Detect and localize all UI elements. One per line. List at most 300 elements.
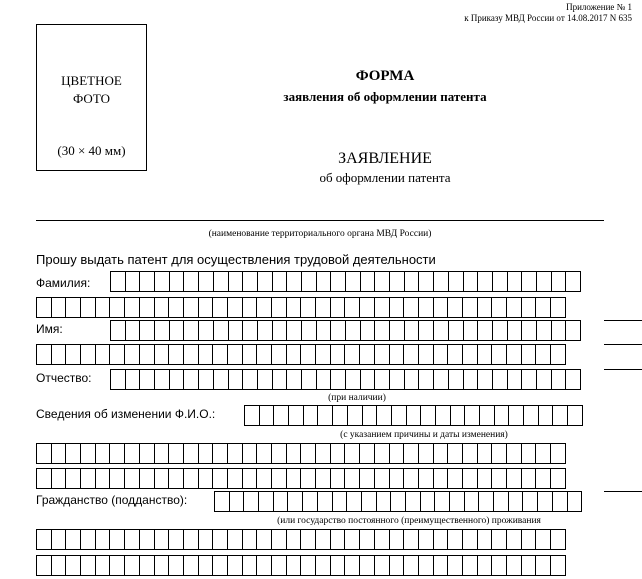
input-cell[interactable]: [347, 405, 363, 426]
input-cell[interactable]: [521, 468, 537, 489]
input-cell[interactable]: [433, 443, 449, 464]
input-cell[interactable]: [227, 443, 243, 464]
input-cell[interactable]: [154, 468, 170, 489]
input-cell[interactable]: [51, 443, 67, 464]
input-cell[interactable]: [256, 443, 272, 464]
input-cell[interactable]: [273, 491, 289, 512]
input-cell[interactable]: [462, 555, 478, 576]
input-cell[interactable]: [433, 369, 449, 390]
input-cell[interactable]: [374, 555, 390, 576]
input-cell[interactable]: [183, 468, 199, 489]
input-cell[interactable]: [139, 443, 155, 464]
input-cell[interactable]: [227, 468, 243, 489]
input-cell[interactable]: [492, 369, 508, 390]
input-cell[interactable]: [36, 468, 52, 489]
input-cell[interactable]: [256, 555, 272, 576]
input-cell[interactable]: [80, 297, 96, 318]
input-cell[interactable]: [51, 529, 67, 550]
input-cell[interactable]: [494, 405, 510, 426]
input-cell[interactable]: [36, 529, 52, 550]
input-cell[interactable]: [521, 320, 537, 341]
input-cell[interactable]: [213, 271, 229, 292]
input-cell[interactable]: [344, 555, 360, 576]
input-cell[interactable]: [330, 344, 346, 365]
input-cell[interactable]: [169, 369, 185, 390]
input-cell[interactable]: [477, 297, 493, 318]
input-cell[interactable]: [330, 468, 346, 489]
input-cell[interactable]: [491, 529, 507, 550]
input-cell[interactable]: [109, 468, 125, 489]
input-cell[interactable]: [300, 443, 316, 464]
input-cell[interactable]: [376, 405, 392, 426]
input-cell[interactable]: [521, 344, 537, 365]
input-cell[interactable]: [301, 320, 317, 341]
input-cell[interactable]: [198, 271, 214, 292]
input-cell[interactable]: [464, 491, 480, 512]
citizenship-cells-row-2[interactable]: [36, 529, 566, 550]
input-cell[interactable]: [374, 468, 390, 489]
input-cell[interactable]: [242, 297, 258, 318]
input-cell[interactable]: [198, 468, 214, 489]
input-cell[interactable]: [389, 555, 405, 576]
input-cell[interactable]: [521, 529, 537, 550]
input-cell[interactable]: [462, 468, 478, 489]
input-cell[interactable]: [477, 468, 493, 489]
input-cell[interactable]: [287, 491, 303, 512]
input-cell[interactable]: [139, 344, 155, 365]
input-cell[interactable]: [227, 555, 243, 576]
input-cell[interactable]: [243, 491, 259, 512]
input-cell[interactable]: [198, 529, 214, 550]
input-cell[interactable]: [242, 529, 258, 550]
input-cell[interactable]: [80, 529, 96, 550]
input-cell[interactable]: [258, 491, 274, 512]
input-cell[interactable]: [506, 344, 522, 365]
input-cell[interactable]: [124, 555, 140, 576]
input-cell[interactable]: [183, 555, 199, 576]
input-cell[interactable]: [550, 443, 566, 464]
input-cell[interactable]: [405, 491, 421, 512]
input-cell[interactable]: [65, 443, 81, 464]
input-cell[interactable]: [434, 491, 450, 512]
input-cell[interactable]: [80, 443, 96, 464]
input-cell[interactable]: [198, 344, 214, 365]
input-cell[interactable]: [535, 297, 551, 318]
input-cell[interactable]: [477, 443, 493, 464]
input-cell[interactable]: [462, 344, 478, 365]
input-cell[interactable]: [315, 344, 331, 365]
input-cell[interactable]: [286, 555, 302, 576]
input-cell[interactable]: [169, 271, 185, 292]
input-cell[interactable]: [242, 344, 258, 365]
input-cell[interactable]: [183, 369, 199, 390]
input-cell[interactable]: [300, 297, 316, 318]
input-cell[interactable]: [447, 344, 463, 365]
input-cell[interactable]: [390, 491, 406, 512]
input-cell[interactable]: [286, 468, 302, 489]
citizenship-cells-row-3[interactable]: [36, 555, 566, 576]
input-cell[interactable]: [551, 320, 567, 341]
input-cell[interactable]: [330, 443, 346, 464]
input-cell[interactable]: [316, 320, 332, 341]
input-cell[interactable]: [65, 344, 81, 365]
input-cell[interactable]: [272, 271, 288, 292]
input-cell[interactable]: [271, 529, 287, 550]
input-cell[interactable]: [477, 369, 493, 390]
input-cell[interactable]: [154, 297, 170, 318]
input-cell[interactable]: [389, 468, 405, 489]
input-cell[interactable]: [65, 468, 81, 489]
input-cell[interactable]: [212, 344, 228, 365]
input-cell[interactable]: [183, 320, 199, 341]
input-cell[interactable]: [51, 555, 67, 576]
input-cell[interactable]: [139, 297, 155, 318]
input-cell[interactable]: [506, 529, 522, 550]
input-cell[interactable]: [168, 297, 184, 318]
input-cell[interactable]: [433, 468, 449, 489]
input-cell[interactable]: [361, 491, 377, 512]
input-cell[interactable]: [227, 344, 243, 365]
input-cell[interactable]: [447, 555, 463, 576]
input-cell[interactable]: [345, 320, 361, 341]
input-cell[interactable]: [462, 529, 478, 550]
input-cell[interactable]: [95, 443, 111, 464]
input-cell[interactable]: [65, 529, 81, 550]
input-cell[interactable]: [360, 271, 376, 292]
input-cell[interactable]: [315, 297, 331, 318]
input-cell[interactable]: [418, 369, 434, 390]
input-cell[interactable]: [550, 297, 566, 318]
input-cell[interactable]: [403, 529, 419, 550]
input-cell[interactable]: [406, 405, 422, 426]
input-cell[interactable]: [374, 271, 390, 292]
input-cell[interactable]: [303, 405, 319, 426]
input-cell[interactable]: [535, 555, 551, 576]
input-cell[interactable]: [521, 443, 537, 464]
input-cell[interactable]: [479, 405, 495, 426]
input-cell[interactable]: [242, 369, 258, 390]
input-cell[interactable]: [242, 555, 258, 576]
input-cell[interactable]: [288, 405, 304, 426]
input-cell[interactable]: [65, 555, 81, 576]
input-cell[interactable]: [418, 271, 434, 292]
input-cell[interactable]: [521, 297, 537, 318]
input-cell[interactable]: [301, 369, 317, 390]
input-cell[interactable]: [272, 320, 288, 341]
input-cell[interactable]: [139, 320, 155, 341]
input-cell[interactable]: [124, 529, 140, 550]
input-cell[interactable]: [168, 344, 184, 365]
input-cell[interactable]: [567, 491, 583, 512]
input-cell[interactable]: [124, 297, 140, 318]
input-cell[interactable]: [389, 271, 405, 292]
input-cell[interactable]: [418, 443, 434, 464]
input-cell[interactable]: [420, 491, 436, 512]
name-change-cells[interactable]: [244, 405, 583, 426]
input-cell[interactable]: [404, 271, 420, 292]
input-cell[interactable]: [316, 369, 332, 390]
input-cell[interactable]: [374, 443, 390, 464]
input-cell[interactable]: [154, 271, 170, 292]
input-cell[interactable]: [95, 344, 111, 365]
input-cell[interactable]: [110, 369, 126, 390]
input-cell[interactable]: [95, 529, 111, 550]
input-cell[interactable]: [418, 529, 434, 550]
input-cell[interactable]: [244, 405, 260, 426]
input-cell[interactable]: [448, 320, 464, 341]
input-cell[interactable]: [506, 297, 522, 318]
surname-cells[interactable]: [110, 271, 581, 292]
input-cell[interactable]: [389, 297, 405, 318]
input-cell[interactable]: [449, 491, 465, 512]
input-cell[interactable]: [169, 320, 185, 341]
input-cell[interactable]: [463, 271, 479, 292]
input-cell[interactable]: [477, 344, 493, 365]
input-cell[interactable]: [435, 405, 451, 426]
input-cell[interactable]: [198, 369, 214, 390]
input-cell[interactable]: [80, 555, 96, 576]
input-cell[interactable]: [536, 369, 552, 390]
input-cell[interactable]: [183, 344, 199, 365]
input-cell[interactable]: [448, 271, 464, 292]
input-cell[interactable]: [95, 555, 111, 576]
input-cell[interactable]: [536, 271, 552, 292]
input-cell[interactable]: [124, 344, 140, 365]
input-cell[interactable]: [198, 320, 214, 341]
input-cell[interactable]: [80, 344, 96, 365]
input-cell[interactable]: [330, 555, 346, 576]
input-cell[interactable]: [109, 344, 125, 365]
input-cell[interactable]: [228, 369, 244, 390]
input-cell[interactable]: [374, 344, 390, 365]
input-cell[interactable]: [124, 468, 140, 489]
input-cell[interactable]: [360, 320, 376, 341]
input-cell[interactable]: [491, 344, 507, 365]
input-cell[interactable]: [271, 297, 287, 318]
input-cell[interactable]: [535, 443, 551, 464]
input-cell[interactable]: [316, 271, 332, 292]
input-cell[interactable]: [418, 297, 434, 318]
input-cell[interactable]: [302, 491, 318, 512]
input-cell[interactable]: [212, 529, 228, 550]
input-cell[interactable]: [359, 297, 375, 318]
input-cell[interactable]: [228, 271, 244, 292]
input-cell[interactable]: [464, 405, 480, 426]
input-cell[interactable]: [537, 491, 553, 512]
input-cell[interactable]: [491, 468, 507, 489]
input-cell[interactable]: [109, 443, 125, 464]
input-cell[interactable]: [315, 468, 331, 489]
input-cell[interactable]: [300, 468, 316, 489]
input-cell[interactable]: [552, 405, 568, 426]
input-cell[interactable]: [391, 405, 407, 426]
input-cell[interactable]: [550, 529, 566, 550]
input-cell[interactable]: [418, 320, 434, 341]
input-cell[interactable]: [183, 271, 199, 292]
input-cell[interactable]: [257, 320, 273, 341]
input-cell[interactable]: [433, 555, 449, 576]
input-cell[interactable]: [256, 529, 272, 550]
input-cell[interactable]: [242, 443, 258, 464]
input-cell[interactable]: [418, 344, 434, 365]
input-cell[interactable]: [403, 555, 419, 576]
input-cell[interactable]: [418, 555, 434, 576]
input-cell[interactable]: [359, 468, 375, 489]
input-cell[interactable]: [535, 468, 551, 489]
input-cell[interactable]: [565, 271, 581, 292]
input-cell[interactable]: [286, 297, 302, 318]
input-cell[interactable]: [301, 271, 317, 292]
input-cell[interactable]: [493, 491, 509, 512]
input-cell[interactable]: [242, 271, 258, 292]
input-cell[interactable]: [36, 344, 52, 365]
input-cell[interactable]: [389, 529, 405, 550]
input-cell[interactable]: [139, 529, 155, 550]
input-cell[interactable]: [346, 491, 362, 512]
input-cell[interactable]: [271, 344, 287, 365]
input-cell[interactable]: [109, 529, 125, 550]
input-cell[interactable]: [228, 320, 244, 341]
input-cell[interactable]: [344, 443, 360, 464]
input-cell[interactable]: [404, 369, 420, 390]
input-cell[interactable]: [433, 344, 449, 365]
input-cell[interactable]: [214, 491, 230, 512]
input-cell[interactable]: [492, 271, 508, 292]
input-cell[interactable]: [109, 555, 125, 576]
input-cell[interactable]: [506, 555, 522, 576]
input-cell[interactable]: [551, 271, 567, 292]
input-cell[interactable]: [256, 468, 272, 489]
input-cell[interactable]: [154, 529, 170, 550]
input-cell[interactable]: [271, 443, 287, 464]
input-cell[interactable]: [229, 491, 245, 512]
input-cell[interactable]: [374, 320, 390, 341]
input-cell[interactable]: [242, 320, 258, 341]
input-cell[interactable]: [389, 369, 405, 390]
input-cell[interactable]: [521, 555, 537, 576]
input-cell[interactable]: [227, 529, 243, 550]
input-cell[interactable]: [256, 297, 272, 318]
input-cell[interactable]: [535, 529, 551, 550]
name-change-cells-row-3[interactable]: [36, 468, 566, 489]
input-cell[interactable]: [565, 369, 581, 390]
input-cell[interactable]: [536, 320, 552, 341]
input-cell[interactable]: [538, 405, 554, 426]
input-cell[interactable]: [491, 297, 507, 318]
input-cell[interactable]: [508, 405, 524, 426]
input-cell[interactable]: [523, 405, 539, 426]
input-cell[interactable]: [242, 468, 258, 489]
input-cell[interactable]: [345, 271, 361, 292]
input-cell[interactable]: [154, 369, 170, 390]
input-cell[interactable]: [507, 271, 523, 292]
input-cell[interactable]: [154, 555, 170, 576]
input-cell[interactable]: [273, 405, 289, 426]
input-cell[interactable]: [183, 297, 199, 318]
input-cell[interactable]: [344, 297, 360, 318]
input-cell[interactable]: [477, 555, 493, 576]
input-cell[interactable]: [257, 369, 273, 390]
input-cell[interactable]: [286, 271, 302, 292]
input-cell[interactable]: [374, 297, 390, 318]
surname-cells-row-2[interactable]: [36, 297, 566, 318]
input-cell[interactable]: [492, 320, 508, 341]
input-cell[interactable]: [36, 443, 52, 464]
input-cell[interactable]: [344, 344, 360, 365]
input-cell[interactable]: [213, 369, 229, 390]
input-cell[interactable]: [374, 529, 390, 550]
input-cell[interactable]: [507, 320, 523, 341]
input-cell[interactable]: [286, 443, 302, 464]
input-cell[interactable]: [344, 468, 360, 489]
input-cell[interactable]: [271, 555, 287, 576]
input-cell[interactable]: [300, 529, 316, 550]
input-cell[interactable]: [139, 271, 155, 292]
input-cell[interactable]: [447, 443, 463, 464]
input-cell[interactable]: [286, 320, 302, 341]
input-cell[interactable]: [139, 555, 155, 576]
input-cell[interactable]: [168, 468, 184, 489]
input-cell[interactable]: [491, 443, 507, 464]
input-cell[interactable]: [286, 529, 302, 550]
input-cell[interactable]: [300, 555, 316, 576]
input-cell[interactable]: [359, 443, 375, 464]
input-cell[interactable]: [463, 369, 479, 390]
input-cell[interactable]: [168, 443, 184, 464]
input-cell[interactable]: [315, 529, 331, 550]
input-cell[interactable]: [212, 555, 228, 576]
input-cell[interactable]: [168, 529, 184, 550]
input-cell[interactable]: [359, 555, 375, 576]
input-cell[interactable]: [95, 297, 111, 318]
input-cell[interactable]: [183, 443, 199, 464]
authority-line[interactable]: [36, 220, 604, 221]
input-cell[interactable]: [477, 320, 493, 341]
input-cell[interactable]: [403, 297, 419, 318]
input-cell[interactable]: [507, 369, 523, 390]
input-cell[interactable]: [51, 468, 67, 489]
patronymic-cells[interactable]: [110, 369, 581, 390]
input-cell[interactable]: [110, 320, 126, 341]
input-cell[interactable]: [463, 320, 479, 341]
input-cell[interactable]: [213, 320, 229, 341]
input-cell[interactable]: [448, 369, 464, 390]
input-cell[interactable]: [80, 468, 96, 489]
input-cell[interactable]: [506, 443, 522, 464]
input-cell[interactable]: [477, 529, 493, 550]
input-cell[interactable]: [462, 297, 478, 318]
input-cell[interactable]: [404, 320, 420, 341]
input-cell[interactable]: [447, 297, 463, 318]
input-cell[interactable]: [550, 555, 566, 576]
input-cell[interactable]: [198, 443, 214, 464]
input-cell[interactable]: [360, 369, 376, 390]
input-cell[interactable]: [345, 369, 361, 390]
input-cell[interactable]: [508, 491, 524, 512]
input-cell[interactable]: [418, 468, 434, 489]
input-cell[interactable]: [389, 443, 405, 464]
input-cell[interactable]: [433, 320, 449, 341]
input-cell[interactable]: [433, 529, 449, 550]
name-cells-row-2[interactable]: [36, 344, 566, 365]
input-cell[interactable]: [521, 271, 537, 292]
input-cell[interactable]: [154, 344, 170, 365]
input-cell[interactable]: [125, 320, 141, 341]
input-cell[interactable]: [51, 344, 67, 365]
input-cell[interactable]: [315, 555, 331, 576]
input-cell[interactable]: [389, 320, 405, 341]
input-cell[interactable]: [522, 491, 538, 512]
